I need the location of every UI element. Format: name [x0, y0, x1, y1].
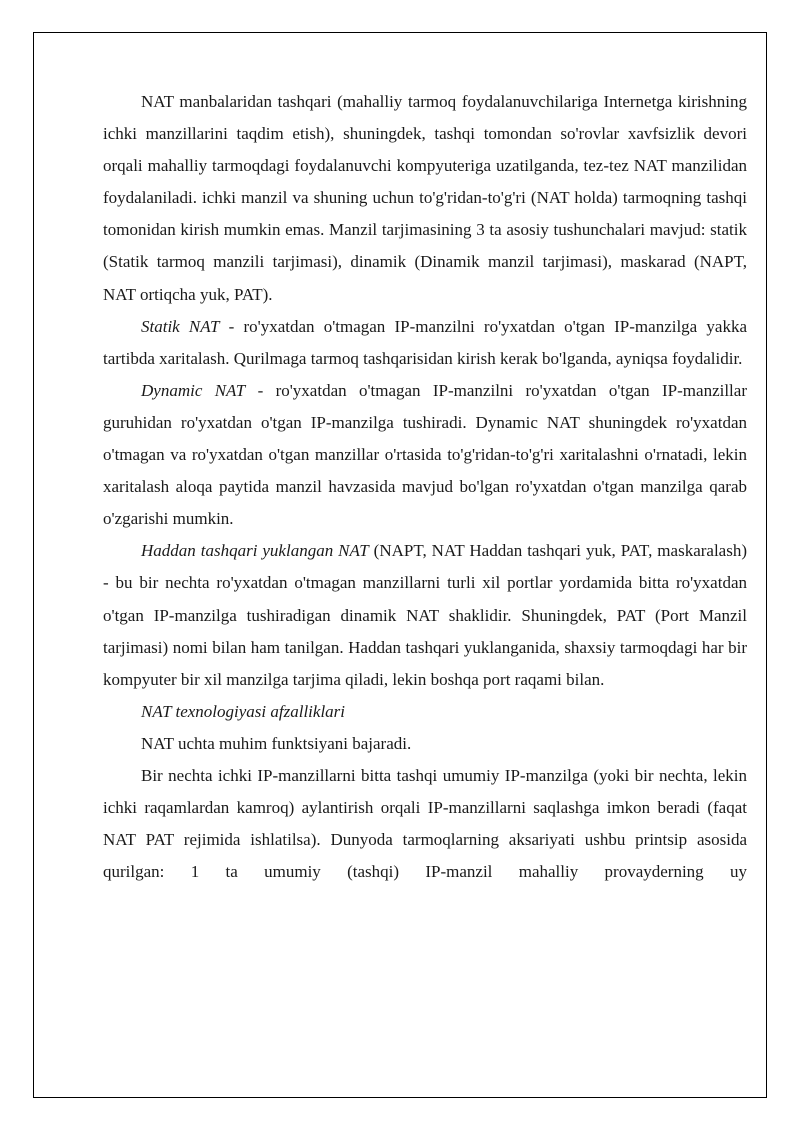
- document-body: [103, 86, 747, 888]
- definition-overloaded-nat: (NAPT, NAT Haddan tashqari yuk, PAT, maskaralash) - bu bir nechta ro'yxatdan o'tmagan manzillarni turli xil portlar yordamida bitta ro'yxatdan o'tgan IP-manzilga tushiradigan dinamik NAT shaklidir. Shuningdek, PAT (Port Manzil tarjimasi) nomi bilan ham tanilgan. Haddan tashqari yuklanganida, shaxsiy tarmoqdagi har bir kompyuter bir xil manzilga tarjima qiladi, lekin boshqa port raqami bilan.: [103, 541, 747, 689]
- paragraph-nat-functions: NAT uchta muhim funktsiyani bajaradi.: [141, 733, 412, 753]
- term-dynamic-nat: Dynamic NAT: [141, 380, 246, 400]
- paragraph-ip-saving: Bir nechta ichki IP-manzillarni bitta tashqi umumiy IP-manzilga (yoki bir nechta, lekin ichki raqamlardan kamroq) aylantirish orqali IP-manzillarni saqlashga imkon beradi (faqat NAT PAT rejimida ishlatilsa). Dunyoda tarmoqlarning aksariyati ushbu printsip asosida qurilgan: 1 ta umumiy (tashqi) IP-manzil mahalliy provayderning uy: [103, 765, 747, 882]
- term-overloaded-nat: Haddan tashqari yuklangan NAT: [141, 541, 369, 561]
- paragraph-overloaded-nat: [103, 535, 747, 695]
- definition-dynamic-nat: - ro'yxatdan o'tmagan IP-manzilni ro'yxatdan o'tgan IP-manzillar guruhidan ro'yxatdan o'tgan IP-manzilga tushiradi. Dynamic NAT shuningdek ro'yxatdan o'tmagan va ro'yxatdan o'tgan manzillar o'rtasida to'g'ridan-to'g'ri xaritalashni o'rnatadi, lekin xaritalash aloqa paytida manzil havzasida mavjud bo'lgan ro'yxatdan o'tgan manzilga qarab o'zgarishi mumkin.: [103, 380, 747, 529]
- paragraph-dynamic-nat: [103, 375, 747, 535]
- section-heading-nat-advantages: NAT texnologiyasi afzalliklari: [141, 701, 345, 721]
- term-static-nat: Statik NAT: [141, 316, 220, 336]
- paragraph-nat-intro: NAT manbalaridan tashqari (mahalliy tarmoq foydalanuvchilariga Internetga kirishning ichki manzillarini taqdim etish), shuningdek, tashqi tomondan so'rovlar xavfsizlik devori orqali mahalliy tarmoqdagi foydalanuvchi kompyuteriga uzatilganda, tez-tez NAT manzilidan foydalaniladi. ichki manzil va shuning uchun to'g'ridan-to'g'ri (NAT holda) tarmoqning tashqi tomonidan kirish mumkin emas. Manzil tarjimasining 3 ta asosiy tushunchalari mavjud: statik (Statik tarmoq manzili tarjimasi), dinamik (Dinamik manzil tarjimasi), maskarad (NAPT, NAT ortiqcha yuk, PAT).: [103, 92, 747, 304]
- definition-static-nat: - ro'yxatdan o'tmagan IP-manzilni ro'yxatdan o'tgan IP-manzilga yakka tartibda xaritalash. Qurilmaga tarmoq tashqarisidan kirish kerak bo'lganda, ayniqsa foydalidir.: [103, 316, 748, 368]
- paragraph-static-nat: [103, 311, 747, 375]
